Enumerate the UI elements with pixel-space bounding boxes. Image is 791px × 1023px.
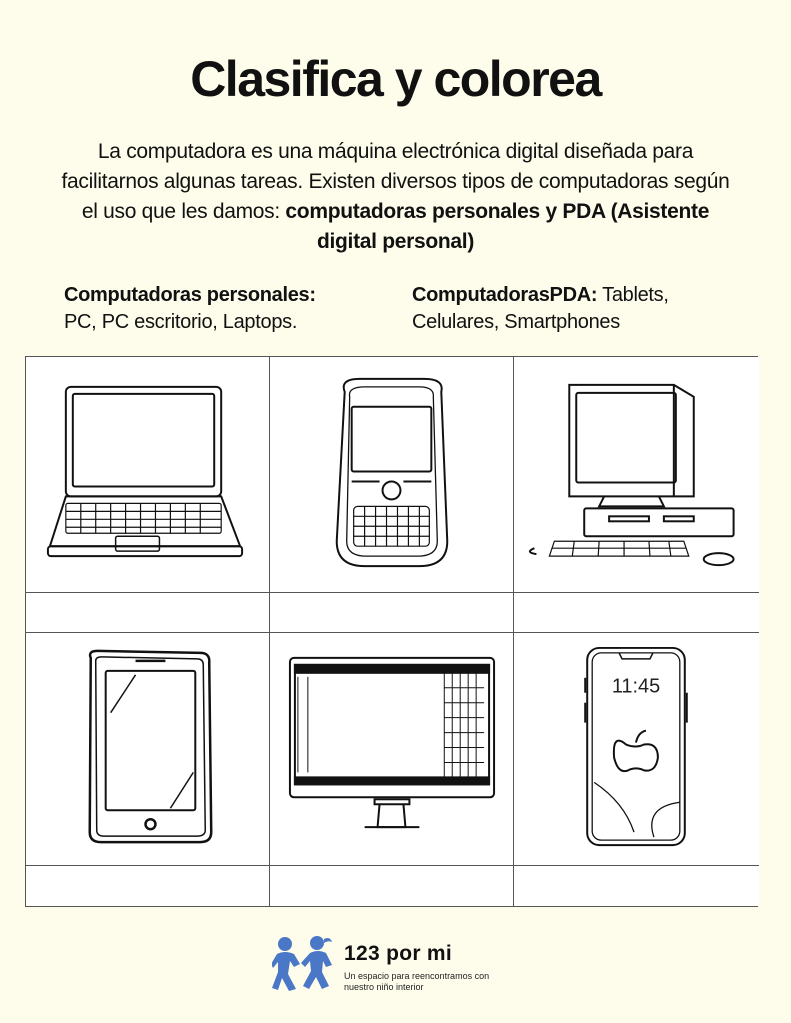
grid-cell-desktop: [514, 357, 759, 593]
footer-brand: [272, 934, 532, 994]
category-personal-heading: Computadoras personales:: [64, 284, 316, 306]
label-box[interactable]: [26, 593, 270, 633]
classification-grid: [25, 356, 758, 907]
label-box[interactable]: [514, 593, 759, 633]
label-box[interactable]: [26, 866, 270, 906]
intro-bold-text: computadoras personales y PDA (Asistente digital personal): [285, 200, 710, 253]
laptop-icon: [26, 357, 269, 592]
label-box[interactable]: [514, 866, 759, 906]
grid-cell-laptop: [26, 357, 270, 593]
desktop-pc-icon: [514, 357, 759, 592]
grid-cell-blackberry: [270, 357, 514, 593]
tablet-icon: [26, 633, 269, 865]
label-box[interactable]: [270, 866, 514, 906]
phone-clock: 11:45: [611, 675, 661, 698]
brand-name: 123 por mi: [344, 942, 453, 965]
label-box[interactable]: [270, 593, 514, 633]
intro-paragraph: [60, 137, 731, 257]
monitor-icon: [270, 633, 513, 865]
grid-cell-tablet: [26, 633, 270, 866]
kids-logo-icon: [272, 934, 334, 994]
smartphone-icon: [514, 633, 759, 865]
category-pda-examples: Tablets, Celulares, Smartphones: [412, 284, 669, 333]
blackberry-phone-icon: [270, 357, 513, 592]
category-personal: [64, 282, 384, 336]
grid-cell-smartphone: [514, 633, 759, 866]
page-title: Clasifica y colorea: [190, 51, 601, 107]
brand-tagline: Un espacio para reencontramos con nuestro niño interior: [344, 971, 490, 992]
category-pda: [412, 282, 742, 336]
category-personal-examples: PC, PC escritorio, Laptops.: [64, 311, 298, 333]
grid-cell-monitor: [270, 633, 514, 866]
intro-text: La computadora es una máquina electrónica digital diseñada para facilitarnos algunas tareas. Existen diversos tipos de computadoras según el uso que les damos:: [61, 140, 730, 223]
category-pda-heading: ComputadorasPDA:: [412, 284, 598, 306]
